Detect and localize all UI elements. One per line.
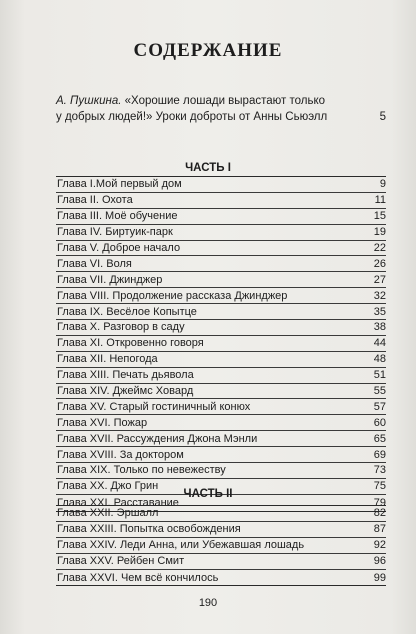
chapter-page: 51 [373,369,386,382]
chapter-page: 82 [373,507,386,520]
toc-row [56,463,386,479]
intro-line-2 [56,109,386,125]
chapter-title: Глава XXI. Расставание [57,496,179,509]
chapter-page: 55 [373,385,386,398]
part2-toc [56,505,386,586]
chapter-title: Глава XI. Откровенно говоря [57,337,204,350]
chapter-page: 11 [374,194,386,207]
toc-row [56,554,386,570]
chapter-title: Глава VI. Воля [57,257,132,270]
toc-row [56,209,386,225]
chapter-title: Глава XIX. Только по невежеству [57,464,226,477]
toc-row [56,256,386,272]
page-title: СОДЕРЖАНИЕ [133,40,283,61]
chapter-page: 65 [373,432,386,445]
intro-entry [56,93,386,125]
toc-row [56,288,386,304]
chapter-page: 87 [373,523,386,536]
chapter-page: 27 [373,273,386,286]
part1-title: ЧАСТЬ I [185,162,231,174]
toc-row [56,193,386,209]
toc-row [56,538,386,554]
toc-row [56,522,386,538]
chapter-title: Глава XV. Старый гостиничный конюх [57,400,251,413]
toc-row [56,368,386,384]
chapter-title: Глава V. Доброе начало [57,242,181,254]
chapter-page: 48 [373,353,386,366]
chapter-page: 69 [373,448,386,461]
intro-author: А. Пушкина. [56,95,122,107]
chapter-page: 9 [379,178,386,191]
toc-row [56,570,386,586]
chapter-title: Глава XIV. Джеймс Ховард [57,385,194,398]
chapter-page: 22 [373,242,386,254]
chapter-title: Глава XXIII. Попытка освобождения [57,523,241,536]
part1-toc [56,176,386,512]
toc-row [56,352,386,368]
intro-line2-text: у добрых людей!» Уроки доброты от Анны Сьюэлл [56,111,328,123]
chapter-title: Глава XXVI. Чем всё кончилось [57,571,219,584]
chapter-title: Глава XXV. Рейбен Смит [57,555,185,568]
toc-row [56,384,386,400]
chapter-title: Глава X. Разговор в саду [57,321,185,334]
chapter-title: Глава VIII. Продолжение рассказа Джинджер [57,289,288,302]
chapter-title: Глава VII. Джинджер [57,273,163,286]
chapter-page: 44 [373,337,386,350]
toc-row [56,447,386,463]
chapter-page: 75 [373,480,386,493]
chapter-page: 15 [373,210,386,223]
chapter-page: 32 [373,289,386,302]
toc-row [56,415,386,431]
toc-row [56,304,386,320]
toc-row [56,431,386,447]
intro-line-1 [56,93,386,109]
page-number: 190 [198,597,218,609]
toc-row [56,241,386,257]
chapter-page: 73 [373,464,386,477]
chapter-title: Глава II. Охота [57,194,133,207]
toc-row [56,320,386,336]
intro-line1-text: «Хорошие лошади вырастают только [121,95,326,107]
chapter-title: Глава XXII. Эршалл [57,507,159,520]
chapter-page: 60 [373,416,386,429]
chapter-title: Глава XVIII. За доктором [57,448,184,461]
toc-row [56,399,386,415]
chapter-page: 99 [373,571,386,584]
intro-page: 5 [379,111,386,123]
chapter-title: Глава XIII. Печать дьявола [57,369,194,382]
chapter-title: Глава IV. Биртуик-парк [57,226,173,239]
toc-row [56,506,386,522]
chapter-page: 79 [373,496,386,509]
chapter-title: Глава XX. Джо Грин [57,480,159,493]
chapter-page: 38 [373,321,386,334]
chapter-page: 26 [373,257,386,270]
chapter-title: Глава XII. Непогода [57,353,158,366]
chapter-page: 57 [373,400,386,413]
chapter-title: Глава XVII. Рассуждения Джона Мэнли [57,432,258,445]
chapter-title: Глава XVI. Пожар [57,416,148,429]
toc-row [56,272,386,288]
chapter-page: 92 [373,539,386,552]
chapter-title: Глава IX. Весёлое Копытце [57,305,197,318]
chapter-page: 35 [373,305,386,318]
toc-row [56,225,386,241]
toc-row [56,336,386,352]
part2-title: ЧАСТЬ II [183,488,233,500]
chapter-page: 96 [373,555,386,568]
toc-row [56,177,386,193]
chapter-title: Глава XXIV. Леди Анна, или Убежавшая лошадь [57,539,305,552]
chapter-title: Глава III. Моё обучение [57,210,178,223]
chapter-page: 19 [373,226,386,239]
chapter-title: Глава I.Мой первый дом [57,178,182,191]
